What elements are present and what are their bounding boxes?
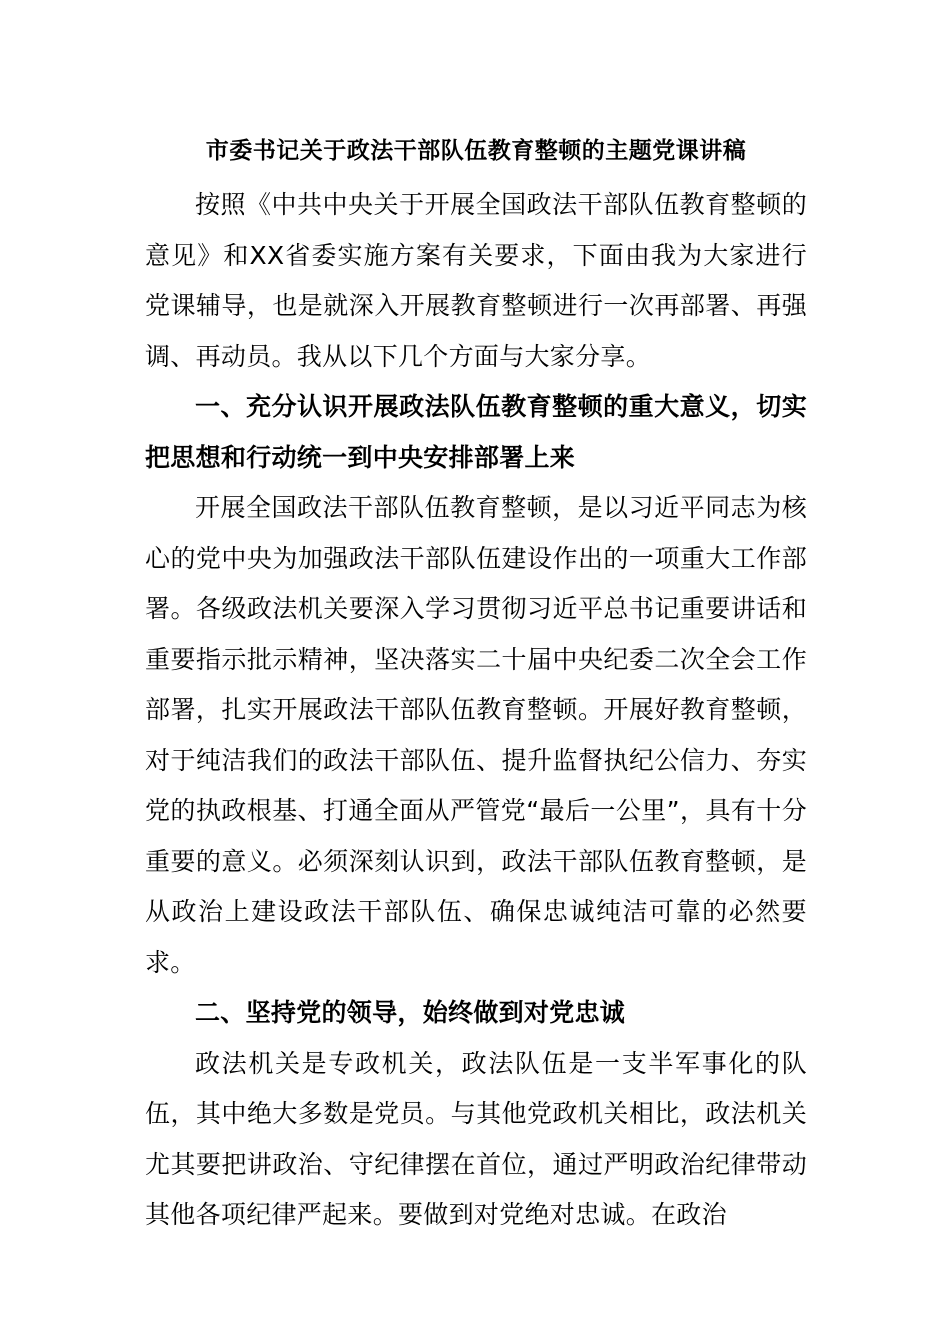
document-page <box>145 128 807 1241</box>
section-2-heading: 二、坚持党的领导，始终做到对党忠诚 <box>195 998 626 1027</box>
section-1-body: 开展全国政法干部队伍教育整顿，是以习近平同志为核心的党中央为加强政法干部队伍建设作出的一项重大工作部署。各级政法机关要深入学习贯彻习近平总书记重要讲话和重要指示批示精神，坚决落实二十届中央纪委二次全会工作部署，扎实开展政法干部队伍教育整顿。开展好教育整顿，对于纯洁我们的政法干部队伍、提升监督执纪公信力、夯实党的执政根基、打通全面从严管党“最后一公里”，具有十分重要的意义。必须深刻认识到，政法干部队伍教育整顿，是从政治上建设政法干部队伍、确保忠诚纯洁可靠的必然要求。 <box>145 493 807 977</box>
intro-paragraph: 按照《中共中央关于开展全国政法干部队伍教育整顿的意见》和XX省委实施方案有关要求，下面由我为大家进行党课辅导，也是就深入开展教育整顿进行一次再部署、再强调、再动员。我从以下几个方面与大家分享。 <box>145 190 807 371</box>
document-title: 市委书记关于政法干部队伍教育整顿的主题党课讲稿 <box>205 138 747 164</box>
section-1-heading: 一、充分认识开展政法队伍教育整顿的重大意义，切实把思想和行动统一到中央安排部署上来 <box>145 392 807 472</box>
section-2-body: 政法机关是专政机关，政法队伍是一支半军事化的队伍，其中绝大多数是党员。与其他党政机关相比，政法机关尤其要把讲政治、守纪律摆在首位，通过严明政治纪律带动其他各项纪律严起来。要做到对党绝对忠诚。在政治 <box>145 1048 807 1229</box>
